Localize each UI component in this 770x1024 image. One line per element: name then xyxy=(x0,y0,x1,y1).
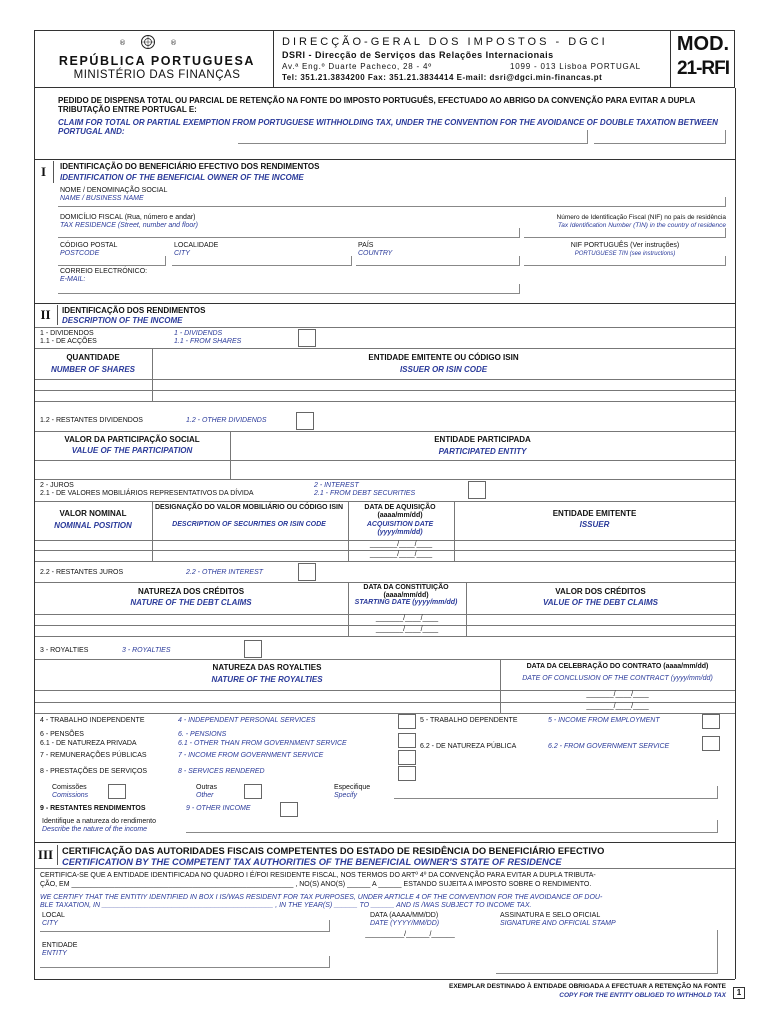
other-interest-label-en: 2.2 - OTHER INTEREST xyxy=(186,569,264,576)
section-iii-number: III xyxy=(34,845,58,865)
treaty-country-field[interactable] xyxy=(238,130,588,144)
section-ii-title-en: DESCRIPTION OF THE INCOME xyxy=(62,316,183,325)
treaty-country-field-2[interactable] xyxy=(594,130,726,144)
entity-field[interactable] xyxy=(40,956,330,968)
footer-text-pt: EXEMPLAR DESTINADO À ENTIDADE OBRIGADA A EFECTUAR A RETENÇÃO NA FONTE xyxy=(449,983,726,990)
page-number: 1 xyxy=(733,987,745,999)
country-field[interactable] xyxy=(356,256,520,266)
starting-date-field-1[interactable]: _______/____/____ xyxy=(375,615,439,622)
postcode-label: CÓDIGO POSTAL xyxy=(60,242,118,249)
independent-services-label: 4 - TRABALHO INDEPENDENTE xyxy=(40,717,145,724)
income-nature-label: Identifique a natureza do rendimento xyxy=(42,818,157,825)
email-label-en: E-MAIL: xyxy=(60,276,86,283)
credit-value-header-en: VALUE OF THE DEBT CLAIMS xyxy=(543,598,658,607)
contract-date-header: DATA DA CELEBRAÇÃO DO CONTRATO (aaaa/mm/dd) xyxy=(526,663,709,670)
debt-nature-header: NATUREZA DOS CRÉDITOS xyxy=(137,587,245,596)
locality-label-en: CITY xyxy=(174,250,190,257)
signature-label-en: SIGNATURE AND OFFICIAL STAMP xyxy=(500,920,616,927)
dsri-name: DSRI - Direcção de Serviços das Relações Internacionais xyxy=(282,50,554,60)
tin-label-en: Tax Identification Number (TIN) in the country of residence xyxy=(557,222,726,229)
from-shares-label-en: 1.1 - FROM SHARES xyxy=(174,338,242,345)
signature-label: ASSINATURA E SELO OFICIAL xyxy=(500,912,601,919)
country-label: PAÍS xyxy=(358,242,374,249)
claim-title-pt: PEDIDO DE DISPENSA TOTAL OU PARCIAL DE RETENÇÃO NA FONTE DO IMPOSTO PORTUGUÊS, EFECTUADO AO ABRIGO DA CONVENÇÃO PARA EVITAR A DUPLA TRIBUTAÇÃO ENTRE PORTUGAL E: xyxy=(58,96,696,114)
government-income-label-en: 7 - INCOME FROM GOVERNMENT SERVICE xyxy=(178,752,324,759)
date-label-en: DATE (YYYY/MM/DD) xyxy=(370,920,440,927)
acquisition-date-header: DATA DE AQUISIÇÃO (aaaa/mm/dd) xyxy=(364,504,436,519)
acquisition-date-field-1[interactable]: _______/____/____ xyxy=(369,541,433,548)
debt-securities-checkbox[interactable] xyxy=(468,481,486,499)
domicile-label: DOMICÍLIO FISCAL (Rua, número e andar) xyxy=(60,214,196,221)
interest-label: 2 - JUROS xyxy=(40,482,74,489)
specify-label-en: Specify xyxy=(334,792,357,799)
services-rendered-label-en: 8 - SERVICES RENDERED xyxy=(178,768,265,775)
date-field[interactable]: __________/______/______ xyxy=(365,931,455,938)
public-pensions-label-en: 6.2 - FROM GOVERNMENT SERVICE xyxy=(548,743,670,750)
claim-title-en: CLAIM FOR TOTAL OR PARTIAL EXEMPTION FROM PORTUGUESE WITHHOLDING TAX, UNDER THE CONVENTION FOR THE AVOIDANCE OF DOUBLE TAXATION BETWEEN PORTUGAL AND: xyxy=(58,118,718,136)
independent-services-checkbox[interactable] xyxy=(398,714,416,729)
security-designation-header: DESIGNAÇÃO DO VALOR MOBILIÁRIO OU CÓDIGO ISIN xyxy=(154,504,344,511)
name-label-en: NAME / BUSINESS NAME xyxy=(60,195,144,202)
income-nature-label-en: Describe the nature of the income xyxy=(42,826,148,833)
public-pensions-label: 6.2 - DE NATUREZA PÚBLICA xyxy=(420,743,517,750)
income-nature-field[interactable] xyxy=(186,820,718,833)
certification-text-pt-2: ÇÃO, EM _________________________________________________________ , NO(S) ANO(S) ______ A ______ ESTANDO SUJEITA A IMPOSTO SOBRE O RENDIMENTO. xyxy=(40,881,592,888)
private-pensions-label: 6.1 - DE NATUREZA PRIVADA xyxy=(40,740,137,747)
other-interest-label: 2.2 - RESTANTES JUROS xyxy=(40,569,124,576)
other-dividends-label: 1.2 - RESTANTES DIVIDENDOS xyxy=(40,417,143,424)
certification-text-en-1: WE CERTIFY THAT THE ENTITIY IDENTIFIED IN BOX I IS/WAS RESIDENT FOR TAX PURPOSES, UNDER ARTICLE 4 OF THE CONVENTION FOR THE AVOIDANCE OF DOU- xyxy=(40,894,603,901)
royalties-label: 3 - ROYALTIES xyxy=(40,647,89,654)
section-ii-title-pt: IDENTIFICAÇÃO DOS RENDIMENTOS xyxy=(62,306,206,315)
postcode-field[interactable] xyxy=(58,256,166,266)
public-pensions-checkbox[interactable] xyxy=(702,736,720,751)
certification-text-pt-1: CERTIFICA-SE QUE A ENTIDADE IDENTIFICADA NO QUADRO I É/FOI RESIDENTE FISCAL, NOS TERMOS DO ARTº 4º DA CONVENÇÃO PARA EVITAR A DUPLA TRIBUTA- xyxy=(40,872,596,879)
commissions-label-en: Comissions xyxy=(52,792,89,799)
private-pensions-label-en: 6.1 - OTHER THAN FROM GOVERNMENT SERVICE xyxy=(178,740,347,747)
acquisition-date-header-en: ACQUISITION DATE (yyyy/mm/dd) xyxy=(366,521,434,536)
issuer-header-en: ISSUER OR ISIN CODE xyxy=(399,365,488,374)
employment-label: 5 - TRABALHO DEPENDENTE xyxy=(420,717,518,724)
interest-label-en: 2 - INTEREST xyxy=(314,482,359,489)
other-income-label: 9 - RESTANTES RENDIMENTOS xyxy=(40,805,146,812)
debt-securities-label-en: 2.1 - FROM DEBT SECURITIES xyxy=(314,490,416,497)
locality-label: LOCALIDADE xyxy=(174,242,219,249)
entity-label: ENTIDADE xyxy=(42,942,78,949)
participation-value-header: VALOR DA PARTICIPAÇÃO SOCIAL xyxy=(64,435,200,444)
other-income-checkbox[interactable] xyxy=(280,802,298,817)
commissions-label: Comissões xyxy=(52,784,87,791)
other-services-label-en: Other xyxy=(196,792,214,799)
other-income-label-en: 9 - OTHER INCOME xyxy=(186,805,251,812)
quantity-header-en: NUMBER OF SHARES xyxy=(50,365,135,374)
private-pensions-checkbox[interactable] xyxy=(398,733,416,748)
specify-field[interactable] xyxy=(394,786,718,799)
government-income-checkbox[interactable] xyxy=(398,750,416,765)
starting-date-header-en: STARTING DATE (yyyy/mm/dd) xyxy=(354,599,458,606)
contract-date-header-en: DATE OF CONCLUSION OF THE CONTRACT (yyyy/mm/dd) xyxy=(522,675,713,682)
section-iii-title-en: CERTIFICATION BY THE COMPETENT TAX AUTHORITIES OF THE BENEFICIAL OWNER'S STATE OF RESIDENCE xyxy=(62,857,562,867)
domicile-label-en: TAX RESIDENCE (Street, number and floor) xyxy=(60,222,198,229)
services-rendered-checkbox[interactable] xyxy=(398,766,416,781)
from-shares-label: 1.1 - DE ACÇÕES xyxy=(40,338,97,345)
certification-text-en-2: BLE TAXATION, IN ____________________________________________ , IN THE YEAR(S) ______ TO ______ AND IS /WAS SUBJECT TO INCOME TAX. xyxy=(40,902,532,909)
issuer-entity-header: ENTIDADE EMITENTE xyxy=(552,509,637,518)
local-field[interactable] xyxy=(40,920,330,932)
participated-entity-header: ENTIDADE PARTICIPADA xyxy=(434,435,531,444)
svg-text:®: ® xyxy=(170,39,177,47)
local-label: LOCAL xyxy=(42,912,65,919)
contract-date-field-1[interactable]: _______/____/____ xyxy=(586,691,649,698)
nominal-value-header: VALOR NOMINAL xyxy=(59,509,127,518)
section-ii-number: II xyxy=(34,305,58,325)
email-label: CORREIO ELECTRÓNICO: xyxy=(60,268,148,275)
section-i-title-pt: IDENTIFICAÇÃO DO BENEFICIÁRIO EFECTIVO DOS RENDIMENTOS xyxy=(60,162,320,171)
name-field[interactable] xyxy=(58,197,726,207)
issuer-header: ENTIDADE EMITENTE OU CÓDIGO ISIN xyxy=(368,353,519,362)
government-name: REPÚBLICA PORTUGUESA xyxy=(58,54,256,68)
other-services-label: Outras xyxy=(196,784,218,791)
form-code-mod: MOD. xyxy=(676,33,730,55)
shares-row-1[interactable] xyxy=(34,390,735,391)
royalties-checkbox[interactable] xyxy=(244,640,262,658)
address: Av.ª Eng.º Duarte Pacheco, 28 - 4º xyxy=(282,62,432,71)
from-shares-checkbox[interactable] xyxy=(298,329,316,347)
contact-line: Tel: 351.21.3834200 Fax: 351.21.3834414 E-mail: dsri@dgci.min-financas.pt xyxy=(282,73,603,82)
postcode-city: 1099 - 013 Lisboa PORTUGAL xyxy=(510,62,641,71)
specify-label: Especifique xyxy=(334,784,371,791)
portuguese-nif-label: NIF PORTUGUÊS (Ver instruções) xyxy=(570,242,680,249)
tin-label: Número de Identificação Fiscal (NIF) no país de residência xyxy=(556,214,726,221)
debt-securities-label: 2.1 - DE VALORES MOBILIÁRIOS REPRESENTATIVOS DA DÍVIDA xyxy=(40,490,254,497)
issuer-entity-header-en: ISSUER xyxy=(579,520,610,529)
independent-services-label-en: 4 - INDEPENDENT PERSONAL SERVICES xyxy=(178,717,316,724)
quantity-header: QUANTIDADE xyxy=(66,353,120,362)
royalty-nature-header: NATUREZA DAS ROYALTIES xyxy=(212,663,322,672)
entity-label-en: ENTITY xyxy=(42,950,67,957)
local-label-en: CITY xyxy=(42,920,58,927)
dividends-label: 1 - DIVIDENDOS xyxy=(40,330,94,337)
directorate-name: DIRECÇÃO-GERAL DOS IMPOSTOS - DGCI xyxy=(282,36,608,48)
contract-date-field-2[interactable]: _______/____/____ xyxy=(586,703,649,710)
employment-label-en: 5 - INCOME FROM EMPLOYMENT xyxy=(548,717,660,724)
services-rendered-label: 8 - PRESTAÇÕES DE SERVIÇOS xyxy=(40,768,148,775)
ministry-name: MINISTÉRIO DAS FINANÇAS xyxy=(73,69,241,81)
participation-row-1[interactable] xyxy=(34,479,735,480)
royalties-label-en: 3 - ROYALTIES xyxy=(122,647,171,654)
postcode-label-en: POSTCODE xyxy=(60,250,100,257)
other-services-checkbox[interactable] xyxy=(244,784,262,799)
svg-text:®: ® xyxy=(119,39,126,47)
debt-nature-header-en: NATURE OF THE DEBT CLAIMS xyxy=(130,598,252,607)
nominal-value-header-en: NOMINAL POSITION xyxy=(54,521,132,530)
other-dividends-checkbox[interactable] xyxy=(296,412,314,430)
royalty-nature-header-en: NATURE OF THE ROYALTIES xyxy=(211,675,323,684)
participated-entity-header-en: PARTICIPATED ENTITY xyxy=(438,447,527,456)
credit-value-header: VALOR DOS CRÉDITOS xyxy=(555,587,646,596)
tin-field[interactable] xyxy=(524,228,726,238)
signature-field[interactable] xyxy=(496,930,718,974)
starting-date-header: DATA DA CONSTITUIÇÃO (aaaa/mm/dd) xyxy=(363,584,449,599)
name-label: NOME / DENOMINAÇÃO SOCIAL xyxy=(60,187,168,194)
starting-date-field-2[interactable]: _______/____/____ xyxy=(375,626,439,633)
portuguese-nif-field[interactable] xyxy=(524,256,726,266)
participation-value-header-en: VALUE OF THE PARTICIPATION xyxy=(71,446,193,455)
footer-text-en: COPY FOR THE ENTITY OBLIGED TO WITHHOLD TAX xyxy=(559,992,726,999)
coat-of-arms-icon xyxy=(117,34,179,50)
security-designation-header-en: DESCRIPTION OF SECURITIES OR ISIN CODE xyxy=(172,521,326,528)
section-i-title-en: IDENTIFICATION OF THE BENEFICIAL OWNER OF THE INCOME xyxy=(60,173,304,182)
section-iii-title-pt: CERTIFICAÇÃO DAS AUTORIDADES FISCAIS COMPETENTES DO ESTADO DE RESIDÊNCIA DO BENEFICIÁRIO EFECTIVO xyxy=(62,846,605,856)
shares-row-2[interactable] xyxy=(34,401,735,402)
other-dividends-label-en: 1.2 - OTHER DIVIDENDS xyxy=(186,417,267,424)
pensions-label: 6 - PENSÕES xyxy=(40,731,84,738)
employment-checkbox[interactable] xyxy=(702,714,720,729)
portuguese-nif-label-en: PORTUGUESE TIN (see instructions) xyxy=(574,251,676,257)
section-i-number: I xyxy=(34,161,54,183)
other-interest-checkbox[interactable] xyxy=(298,563,316,581)
email-field[interactable] xyxy=(58,284,520,294)
date-label: DATA (AAAA/MM/DD) xyxy=(370,912,439,919)
pensions-label-en: 6. - PENSIONS xyxy=(178,731,227,738)
commissions-checkbox[interactable] xyxy=(108,784,126,799)
dividends-label-en: 1 - DIVIDENDS xyxy=(174,330,223,337)
government-income-label: 7 - REMUNERAÇÕES PÚBLICAS xyxy=(40,752,147,759)
country-label-en: COUNTRY xyxy=(358,250,393,257)
form-code-number: 21-RFI xyxy=(676,58,730,79)
acquisition-date-field-2[interactable]: _______/____/____ xyxy=(369,551,433,558)
domicile-field[interactable] xyxy=(58,228,520,238)
locality-field[interactable] xyxy=(172,256,352,266)
